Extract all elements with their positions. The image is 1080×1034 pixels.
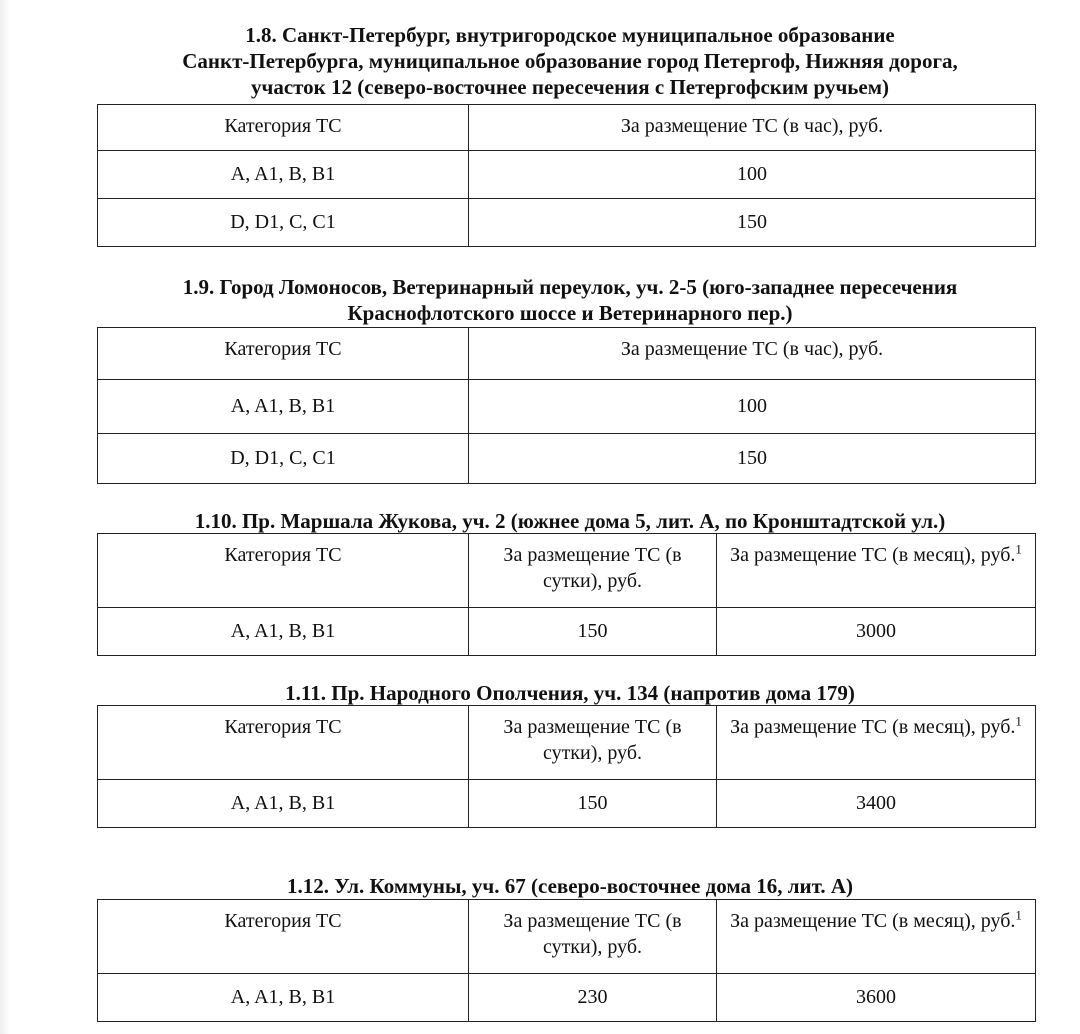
section-1-9-title-line-1: 1.9. Город Ломоносов, Ветеринарный переулок, уч. 2-5 (юго-западнее пересечения (182, 275, 958, 299)
footnote-mark: 1 (1015, 907, 1022, 923)
table-row (98, 780, 1036, 828)
table-row (98, 434, 1036, 484)
header-daily-rate: За размещение ТС (в сутки), руб. (469, 900, 717, 974)
header-hourly-rate: За размещение ТС (в час), руб. (469, 328, 1036, 380)
cell-monthly-price: 3400 (717, 780, 1036, 828)
cell-daily-price: 230 (469, 974, 717, 1022)
table-row (98, 151, 1036, 199)
tariff-table-1-12 (97, 899, 1036, 1022)
section-1-8-title (60, 22, 1080, 100)
header-monthly-rate (717, 534, 1036, 608)
section-1-12-title (60, 873, 1080, 899)
cell-category: D, D1, C, C1 (98, 434, 469, 484)
header-monthly-rate-text: За размещение ТС (в месяц), руб. (730, 910, 1016, 932)
cell-category: A, A1, B, B1 (98, 151, 469, 199)
section-1-11-title (60, 680, 1080, 706)
cell-price: 150 (469, 434, 1036, 484)
table-header-row (98, 105, 1036, 151)
cell-price: 100 (469, 380, 1036, 434)
section-1-10-title (60, 508, 1080, 534)
section-1-11-title-line-1: 1.11. Пр. Народного Ополчения, уч. 134 (напротив дома 179) (285, 681, 855, 705)
header-daily-rate: За размещение ТС (в сутки), руб. (469, 706, 717, 780)
cell-category: A, A1, B, B1 (98, 974, 469, 1022)
table-header-row (98, 900, 1036, 974)
table-header-row (98, 534, 1036, 608)
section-1-8-title-line-2: Санкт-Петербурга, муниципальное образование город Петергоф, Нижняя дорога, (182, 49, 958, 73)
cell-daily-price: 150 (469, 608, 717, 656)
header-monthly-rate (717, 900, 1036, 974)
cell-category: A, A1, B, B1 (98, 380, 469, 434)
cell-price: 100 (469, 151, 1036, 199)
cell-category: D, D1, C, C1 (98, 199, 469, 247)
header-vehicle-category: Категория ТС (98, 534, 469, 608)
cell-category: A, A1, B, B1 (98, 780, 469, 828)
section-1-8-title-line-1: 1.8. Санкт-Петербург, внутригородское муниципальное образование (245, 23, 895, 47)
header-daily-rate: За размещение ТС (в сутки), руб. (469, 534, 717, 608)
header-monthly-rate (717, 706, 1036, 780)
section-1-8-title-line-3: участок 12 (северо-восточнее пересечения с Петергофским ручьем) (250, 75, 890, 99)
header-vehicle-category: Категория ТС (98, 105, 469, 151)
tariff-table-1-9 (97, 327, 1036, 484)
header-monthly-rate-text: За размещение ТС (в месяц), руб. (730, 544, 1016, 566)
section-1-10-title-line-1: 1.10. Пр. Маршала Жукова, уч. 2 (южнее дома 5, лит. А, по Кронштадтской ул.) (194, 509, 946, 533)
section-1-12-title-line-1: 1.12. Ул. Коммуны, уч. 67 (северо-восточнее дома 16, лит. А) (286, 874, 854, 898)
page-left-shadow (0, 0, 10, 1034)
table-row (98, 380, 1036, 434)
tariff-table-1-10 (97, 533, 1036, 656)
cell-category: A, A1, B, B1 (98, 608, 469, 656)
cell-price: 150 (469, 199, 1036, 247)
tariff-table-1-8 (97, 104, 1036, 247)
table-row (98, 608, 1036, 656)
cell-daily-price: 150 (469, 780, 717, 828)
table-header-row (98, 328, 1036, 380)
cell-monthly-price: 3000 (717, 608, 1036, 656)
table-row (98, 974, 1036, 1022)
header-vehicle-category: Категория ТС (98, 900, 469, 974)
header-monthly-rate-text: За размещение ТС (в месяц), руб. (730, 716, 1016, 738)
section-1-9-title (60, 274, 1080, 326)
header-vehicle-category: Категория ТС (98, 706, 469, 780)
header-vehicle-category: Категория ТС (98, 328, 469, 380)
table-row (98, 199, 1036, 247)
tariff-table-1-11 (97, 705, 1036, 828)
footnote-mark: 1 (1015, 713, 1022, 729)
section-1-9-title-line-2: Краснофлотского шоссе и Ветеринарного пер.) (347, 301, 793, 325)
header-hourly-rate: За размещение ТС (в час), руб. (469, 105, 1036, 151)
table-header-row (98, 706, 1036, 780)
cell-monthly-price: 3600 (717, 974, 1036, 1022)
footnote-mark: 1 (1015, 541, 1022, 557)
